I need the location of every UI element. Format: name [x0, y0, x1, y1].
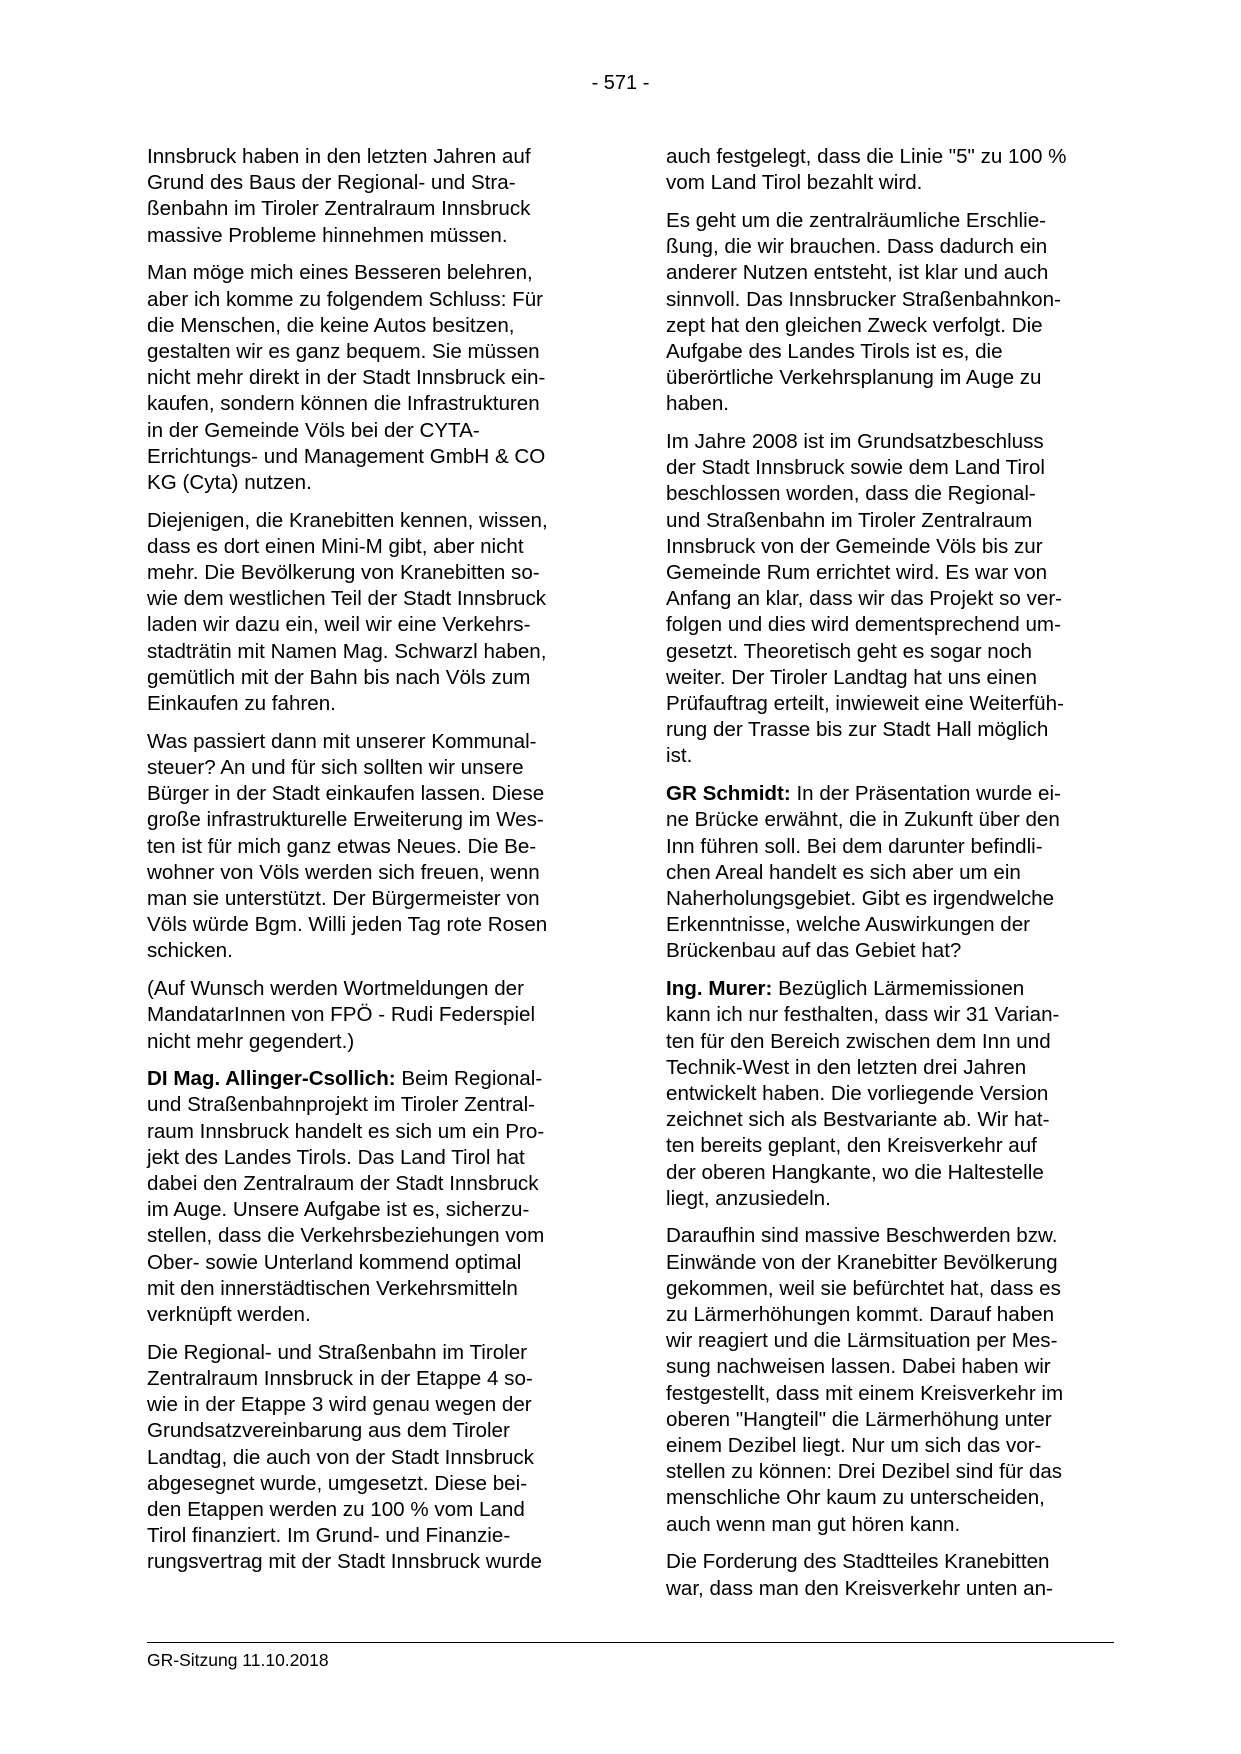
paragraph — [666, 144, 1122, 196]
text-line: chen Areal handelt es sich aber um ein — [666, 860, 1021, 884]
text-line: Tirol finanziert. Im Grund- und Finanzie- — [147, 1524, 511, 1548]
text-line: im Auge. Unsere Aufgabe ist es, sicherzu- — [147, 1198, 530, 1222]
text-line: kaufen, sondern können die Infrastrukturen — [147, 392, 540, 416]
paragraph — [666, 1223, 1122, 1537]
text-line: Diejenigen, die Kranebitten kennen, wissen, — [147, 508, 548, 532]
text-line: kann ich nur festhalten, dass wir 31 Varian- — [666, 1003, 1060, 1027]
speaker-name: GR Schmidt: — [666, 782, 791, 806]
text-line — [666, 781, 1122, 807]
text-line: auch wenn man gut hören kann. — [666, 1512, 961, 1536]
text-line: massive Probleme hinnehmen müssen. — [147, 223, 508, 247]
text-line: dabei den Zentralraum der Stadt Innsbruck — [147, 1172, 539, 1196]
paragraph — [666, 1549, 1122, 1601]
text-line: stellen zu können: Drei Dezibel sind für das — [666, 1460, 1063, 1484]
text-line: Die Forderung des Stadtteiles Kranebitten — [666, 1550, 1050, 1574]
right-column — [666, 144, 1122, 1613]
text-line: liegt, anzusiedeln. — [666, 1186, 831, 1210]
text-line: folgen und dies wird dementsprechend um- — [666, 613, 1061, 637]
text-line: gemütlich mit der Bahn bis nach Völs zum — [147, 665, 531, 689]
text-line: (Auf Wunsch werden Wortmeldungen der — [147, 977, 524, 1001]
text-line: schicken. — [147, 939, 233, 963]
text-line: Landtag, die auch von der Stadt Innsbruck — [147, 1445, 534, 1469]
text-line: verknüpft werden. — [147, 1303, 311, 1327]
text-line — [147, 1066, 602, 1092]
text-line: MandatarInnen von FPÖ - Rudi Federspiel — [147, 1003, 536, 1027]
text-line: festgestellt, dass mit einem Kreisverkehr im — [666, 1381, 1064, 1405]
text-line: ten ist für mich ganz etwas Neues. Die Be- — [147, 834, 537, 858]
text-line: stellen, dass die Verkehrsbeziehungen vom — [147, 1224, 545, 1248]
text-line: weiter. Der Tiroler Landtag hat uns einen — [666, 665, 1037, 689]
text-line: Errichtungs- und Management GmbH & CO — [147, 444, 546, 468]
text-line: stadträtin mit Namen Mag. Schwarzl haben, — [147, 639, 547, 663]
text-line: Erkenntnisse, welche Auswirkungen der — [666, 913, 1031, 937]
text-line: Ober- sowie Unterland kommend optimal — [147, 1250, 522, 1274]
speaker-name: DI Mag. Allinger-Csollich: — [147, 1067, 396, 1091]
text-line: mehr. Die Bevölkerung von Kranebitten so- — [147, 561, 540, 585]
text-line: Grundsatzvereinbarung aus dem Tiroler — [147, 1419, 510, 1443]
text-line: einem Dezibel liegt. Nur um sich das vor- — [666, 1434, 1042, 1458]
speaker-first-line: Bezüglich Lärmemissionen — [772, 977, 1025, 1001]
paragraph — [147, 144, 602, 249]
paragraph — [147, 508, 602, 718]
text-line: rung der Trasse bis zur Stadt Hall möglich — [666, 718, 1049, 742]
text-line: der oberen Hangkante, wo die Haltestelle — [666, 1160, 1044, 1184]
text-line: Völs würde Bgm. Willi jeden Tag rote Rosen — [147, 913, 548, 937]
text-line: beschlossen worden, dass die Regional- — [666, 482, 1036, 506]
text-line: Die Regional- und Straßenbahn im Tiroler — [147, 1340, 528, 1364]
text-line: menschliche Ohr kaum zu unterscheiden, — [666, 1486, 1045, 1510]
text-line: dass es dort einen Mini-M gibt, aber nicht — [147, 534, 524, 558]
paragraph — [147, 729, 602, 965]
text-line: nicht mehr direkt in der Stadt Innsbruck ein- — [147, 366, 546, 390]
text-line: Grund des Baus der Regional- und Stra- — [147, 171, 516, 195]
text-line: Zentralraum Innsbruck in der Etappe 4 so- — [147, 1366, 533, 1390]
text-line: der Stadt Innsbruck sowie dem Land Tirol — [666, 456, 1045, 480]
text-line: entwickelt haben. Die vorliegende Version — [666, 1081, 1049, 1105]
text-line: wohner von Völs werden sich freuen, wenn — [147, 860, 540, 884]
text-line: war, dass man den Kreisverkehr unten an- — [666, 1576, 1053, 1600]
text-line: zeichnet sich als Bestvariante ab. Wir hat- — [666, 1108, 1050, 1132]
text-line: große infrastrukturelle Erweiterung im Wes- — [147, 808, 544, 832]
text-line: ist. — [666, 744, 693, 768]
paragraph — [666, 429, 1122, 770]
text-line — [666, 976, 1122, 1002]
text-line: Naherholungsgebiet. Gibt es irgendwelche — [666, 886, 1055, 910]
text-line: KG (Cyta) nutzen. — [147, 470, 312, 494]
text-line: aber ich komme zu folgendem Schluss: Für — [147, 287, 544, 311]
text-line: laden wir dazu ein, weil wir eine Verkehrs- — [147, 613, 531, 637]
text-line: ten für den Bereich zwischen dem Inn und — [666, 1029, 1051, 1053]
text-line: Bürger in der Stadt einkaufen lassen. Diese — [147, 782, 545, 806]
text-line: Anfang an klar, dass wir das Projekt so ver- — [666, 587, 1063, 611]
text-line: steuer? An und für sich sollten wir unsere — [147, 755, 524, 779]
text-line: oberen "Hangteil" die Lärmerhöhung unter — [666, 1407, 1052, 1431]
text-line: Was passiert dann mit unserer Kommunal- — [147, 729, 537, 753]
text-line: gekommen, weil sie befürchtet hat, dass es — [666, 1276, 1061, 1300]
text-line: Brückenbau auf das Gebiet hat? — [666, 939, 962, 963]
paragraph — [147, 976, 602, 1055]
text-line: rungsvertrag mit der Stadt Innsbruck wurde — [147, 1550, 542, 1574]
text-line: den Etappen werden zu 100 % vom Land — [147, 1497, 525, 1521]
text-line: und Straßenbahnprojekt im Tiroler Zentral- — [147, 1093, 536, 1117]
text-line: ten bereits geplant, den Kreisverkehr auf — [666, 1134, 1037, 1158]
text-line: Man möge mich eines Besseren belehren, — [147, 261, 533, 285]
text-line: Technik-West in den letzten drei Jahren — [666, 1055, 1027, 1079]
speaker-paragraph — [666, 781, 1122, 964]
text-line: zept hat den gleichen Zweck verfolgt. Die — [666, 313, 1043, 337]
text-line: haben. — [666, 392, 729, 416]
text-line: Gemeinde Rum errichtet wird. Es war von — [666, 561, 1048, 585]
text-line: überörtliche Verkehrsplanung im Auge zu — [666, 366, 1042, 390]
text-line: und Straßenbahn im Tiroler Zentralraum — [666, 508, 1033, 532]
speaker-first-line: Beim Regional- — [395, 1067, 543, 1091]
text-line: Daraufhin sind massive Beschwerden bzw. — [666, 1224, 1058, 1248]
text-line: Innsbruck von der Gemeinde Völs bis zur — [666, 534, 1043, 558]
page-number: - 571 - — [591, 72, 650, 94]
text-line: wie dem westlichen Teil der Stadt Innsbruck — [147, 587, 547, 611]
text-line: zu Lärmerhöhungen kommt. Darauf haben — [666, 1303, 1055, 1327]
text-line: gestalten wir es ganz bequem. Sie müssen — [147, 339, 540, 363]
text-line: vom Land Tirol bezahlt wird. — [666, 171, 923, 195]
text-line: in der Gemeinde Völs bei der CYTA- — [147, 418, 480, 442]
speaker-first-line: In der Präsentation wurde ei- — [790, 782, 1061, 806]
paragraph — [666, 208, 1122, 418]
speaker-paragraph — [666, 976, 1122, 1212]
text-line: Einwände von der Kranebitter Bevölkerung — [666, 1250, 1058, 1274]
text-line: Es geht um die zentralräumliche Erschlie- — [666, 208, 1046, 232]
text-line: anderer Nutzen entsteht, ist klar und auch — [666, 261, 1049, 285]
text-line: nicht mehr gegendert.) — [147, 1029, 355, 1053]
text-line: sung nachweisen lassen. Dabei haben wir — [666, 1355, 1051, 1379]
text-line: sinnvoll. Das Innsbrucker Straßenbahnkon- — [666, 287, 1061, 311]
text-line: Im Jahre 2008 ist im Grundsatzbeschluss — [666, 430, 1044, 454]
text-line: Einkaufen zu fahren. — [147, 692, 336, 716]
text-line: Inn führen soll. Bei dem darunter befindli- — [666, 834, 1043, 858]
text-line: abgesegnet wurde, umgesetzt. Diese bei- — [147, 1471, 528, 1495]
text-line: man sie unterstützt. Der Bürgermeister von — [147, 886, 540, 910]
speaker-paragraph — [147, 1066, 602, 1328]
text-line: gesetzt. Theoretisch geht es sogar noch — [666, 639, 1032, 663]
text-line: wie in der Etappe 3 wird genau wegen der — [147, 1393, 532, 1417]
paragraph — [147, 1340, 602, 1576]
speaker-name: Ing. Murer: — [666, 977, 773, 1001]
text-line: die Menschen, die keine Autos besitzen, — [147, 313, 515, 337]
text-line: wir reagiert und die Lärmsituation per Mes- — [666, 1329, 1058, 1353]
left-column — [147, 144, 602, 1587]
footer-divider — [147, 1642, 1114, 1643]
text-line: Innsbruck haben in den letzten Jahren auf — [147, 145, 531, 168]
text-line: ßenbahn im Tiroler Zentralraum Innsbruck — [147, 197, 531, 221]
text-line: Prüfauftrag erteilt, inwieweit eine Weiterfüh- — [666, 692, 1064, 716]
footer-session-date: GR-Sitzung 11.10.2018 — [147, 1650, 329, 1670]
text-line: mit den innerstädtischen Verkehrsmitteln — [147, 1276, 518, 1300]
text-line: jekt des Landes Tirols. Das Land Tirol hat — [147, 1145, 525, 1169]
paragraph — [147, 260, 602, 496]
text-line: ßung, die wir brauchen. Dass dadurch ein — [666, 235, 1048, 259]
text-line: auch festgelegt, dass die Linie "5" zu 100 % — [666, 145, 1067, 168]
text-line: ne Brücke erwähnt, die in Zukunft über den — [666, 808, 1060, 832]
text-line: Aufgabe des Landes Tirols ist es, die — [666, 339, 1003, 363]
text-line: raum Innsbruck handelt es sich um ein Pro- — [147, 1119, 545, 1143]
